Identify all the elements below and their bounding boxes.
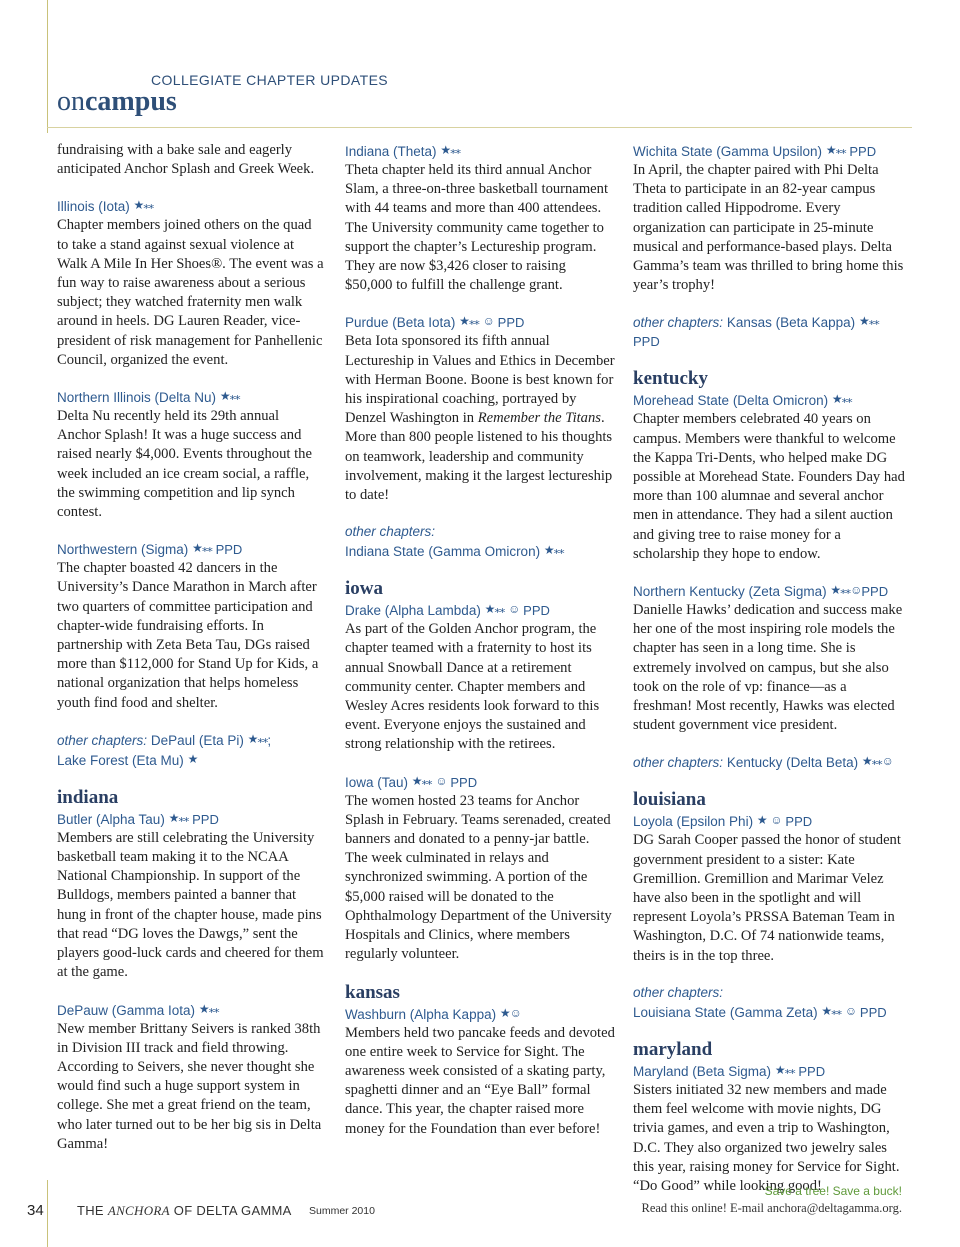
other-chapter: Lake Forest (Eta Mu): [57, 752, 184, 768]
stars-icon: ★⁎⁎: [831, 392, 852, 407]
column-2: [345, 141, 615, 1156]
column-3: [633, 141, 905, 1213]
book-title: Remember the Titans: [477, 410, 601, 427]
ppd-badge: PPD: [450, 774, 478, 790]
other-chapter: DePaul (Eta Pi): [150, 732, 244, 748]
figure-icon: ☺: [770, 813, 782, 828]
column-1: [57, 141, 325, 1171]
pub-rest: OF DELTA GAMMA: [173, 1203, 292, 1218]
save-tree-note: Save a tree! Save a buck!: [764, 1184, 902, 1198]
stars-icon: ★⁎⁎: [168, 810, 189, 825]
logo-campus: campus: [85, 86, 177, 117]
entry-text: The women hosted 23 teams for Anchor Splash in February. Teams serenaded, created banners and donated to a penny-jar battle. The week culminated in relays and synchronized swimming. A portion of the $5,000 raised will be donated to the Ophthalmology Department of the University Hospitals and Clinics, where members regularly volunteer.: [345, 792, 612, 963]
chapter-name: Northern Illinois (Delta Nu): [57, 390, 217, 406]
ppd-badge: PPD: [633, 334, 660, 350]
entry-drake: [345, 600, 615, 754]
chapter-name: Northern Kentucky (Zeta Sigma): [633, 584, 827, 600]
ppd-badge: PPD: [785, 814, 813, 830]
ppd-badge: PPD: [861, 584, 889, 600]
ppd-badge: PPD: [523, 603, 550, 619]
ppd-badge: PPD: [215, 542, 243, 558]
entry-text: The chapter boasted 42 dancers in the University’s Dance Marathon in March after two quarters of committee participation and chapter-wide fundraising efforts. In partnership with Zeta Beta Tau, DGs raised more than $112,000 for Stand Up for Kids, a national organization that helps homeless youth find food and shelter.: [57, 560, 319, 711]
entry-text: DG Sarah Cooper passed the honor of student government president to a sister: Kate Gremillion. Gremillion and Marimar Velez have also been in the spotlight and will represent Loyola’s PRSSA Bateman Team in Washington, D.C. Of 74 nationwide teams, theirs is in the top three.: [633, 832, 901, 964]
stars-icon: ★⁎⁎: [858, 314, 879, 329]
figure-icon: ☺: [435, 773, 447, 788]
figure-icon: ☺: [509, 1005, 521, 1020]
entry-text: As part of the Golden Anchor program, the chapter teamed with a fraternity to host its annual Snowball Dance at a retirement community center. Chapter members and Wesley Acres residents look forward to this event. Everyone enjoys the sustained and strong relationship with the retirees.: [345, 621, 600, 753]
ppd-badge: PPD: [849, 144, 877, 159]
chapter-name: Wichita State (Gamma Upsilon): [633, 144, 823, 159]
intro-text: fundraising with a bake sale and eagerly anticipated Anchor Splash and Greek Week.: [57, 142, 315, 178]
stars-icon: ★⁎⁎: [219, 389, 240, 404]
ppd-badge: PPD: [798, 1063, 826, 1079]
stars-icon: ★⁎⁎: [247, 731, 268, 746]
entry-text: New member Brittany Seivers is ranked 38th in Division III track and field throwing. According to Seivers, she never thought she would find such a huge support system in college. She met a great friend on the team, who later turned out to be her big sis in Delta Gamma!: [57, 1020, 322, 1152]
entry-wichita-state: [633, 141, 905, 295]
stars-icon: ★⁎⁎: [821, 1003, 842, 1018]
read-online-note: Read this online! E-mail anchora@deltagamma.org.: [641, 1201, 902, 1215]
stars-icon: ★⁎⁎: [133, 198, 154, 213]
star-icon: ★: [499, 1005, 510, 1020]
chapter-name: Iowa (Tau): [345, 774, 409, 790]
entry-maryland: [633, 1061, 905, 1196]
figure-icon: ☺: [881, 754, 893, 769]
intro-entry: [57, 141, 325, 179]
stars-icon: ★⁎⁎: [440, 143, 461, 157]
chapter-name: Illinois (Iota): [57, 199, 130, 215]
figure-icon: ☺: [482, 314, 494, 329]
ppd-badge: PPD: [192, 811, 219, 827]
chapter-name: Butler (Alpha Tau): [57, 811, 165, 827]
entry-iowa-tau: [345, 772, 615, 965]
other-chapters-label: other chapters:: [57, 732, 148, 748]
other-chapters-label: other chapters:: [633, 755, 724, 771]
entry-indiana-theta: [345, 141, 615, 295]
entry-purdue: [345, 312, 615, 505]
stars-icon: ★⁎⁎: [861, 754, 882, 769]
header-rule: [47, 127, 912, 128]
other-chapter: Kansas (Beta Kappa): [726, 315, 856, 331]
pub-anchora: ANCHORA: [107, 1203, 170, 1218]
entry-text: Members are still celebrating the University basketball team making it to the NCAA National Championship. In support of the Bulldogs, members painted a banner that hung in front of the chapter house, made pins that read “DG loves the Dawgs,” sent the players good-luck cards and cheered for them at the game.: [57, 829, 324, 981]
publication-name: [77, 1203, 292, 1219]
separator: ;: [267, 732, 272, 748]
stars-icon: ★⁎⁎: [198, 1001, 219, 1016]
entry-washburn: [345, 1004, 615, 1139]
stars-icon: ★⁎⁎: [192, 541, 212, 556]
entry-butler: [57, 809, 325, 983]
state-heading: kansas: [345, 981, 400, 1003]
page-number: 34: [27, 1202, 44, 1219]
entry-text: Chapter members celebrated 40 years on campus. Members were thankful to welcome the Kappa Tri-Dents, who helped make DG possible at Morehead State. Founders Day had more than 100 alumnae and several anchor men in attendance. They had a silent auction and giving tree to raise money for a scholarship they hope to endow.: [633, 411, 905, 562]
entry-text: Sisters initiated 32 new members and made them feel welcome with movie nights, DG trivia games, and even a trip to Washington, D.C. They also organized two jewelry sales this year, raising money for Service for Sight. “Do Good” while looking good!: [633, 1081, 900, 1194]
other-chapters-label: other chapters:: [345, 524, 436, 540]
entry-text: Theta chapter held its third annual Anchor Slam, a three-on-three basketball tournament with 44 teams and more than 400 attendees. The University community came together to support the chapter’s Lectureship program. They are now $3,426 closer to raising $50,000 to fulfill the challenge grant.: [345, 162, 608, 294]
entry-text-part: . More than 800 people listened to his thoughts on teamwork, leadership and community involvement, making it the largest lectureship to date!: [345, 410, 613, 504]
other-chapters-label: other chapters:: [633, 315, 724, 331]
chapter-name: Indiana (Theta): [345, 144, 437, 159]
other-chapters-indiana: [345, 522, 615, 561]
chapter-name: Purdue (Beta Iota): [345, 315, 456, 331]
figure-icon: ☺: [850, 583, 862, 598]
figure-icon: ☺: [844, 1003, 857, 1018]
section-label: COLLEGIATE CHAPTER UPDATES: [151, 72, 389, 88]
ppd-badge: PPD: [497, 315, 525, 331]
entry-illinois: [57, 196, 325, 370]
stars-icon: ★⁎⁎: [825, 143, 846, 157]
stars-icon: ★⁎⁎: [543, 543, 564, 558]
left-rule-top: [47, 0, 48, 133]
entry-text: In April, the chapter paired with Phi Delta Theta to participate in an 82-year campus tradition called Hippodrome. Every organization can participate in 25-minute musical and performance-based plays. Delta Gamma’s team was thrilled to bring home this year’s trophy!: [633, 162, 904, 294]
chapter-name: Loyola (Epsilon Phi): [633, 814, 754, 830]
other-chapter: Kentucky (Delta Beta): [726, 755, 859, 771]
chapter-name: Maryland (Beta Sigma): [633, 1063, 772, 1079]
other-chapters-kentucky: [633, 752, 905, 772]
chapter-name: Northwestern (Sigma): [57, 542, 189, 558]
left-rule-bottom: [47, 1180, 48, 1247]
other-chapter: Indiana State (Gamma Omicron): [345, 544, 541, 560]
entry-morehead-state: [633, 390, 905, 564]
state-heading: indiana: [57, 786, 119, 808]
entry-northern-kentucky: [633, 581, 905, 735]
state-heading: louisiana: [633, 789, 706, 811]
chapter-name: DePauw (Gamma Iota): [57, 1002, 196, 1018]
other-chapters-kansas: [633, 312, 905, 351]
chapter-name: Washburn (Alpha Kappa): [345, 1006, 497, 1022]
chapter-name: Drake (Alpha Lambda): [345, 603, 481, 619]
stars-icon: ★⁎⁎: [411, 773, 432, 788]
entry-text: Chapter members joined others on the quad to take a stand against sexual violence at Walk A Mile In Her Shoes®. The event was a fun way to raise awareness about a serious subject; they watched fraternity men walk around in heels. DG Lauren Reader, vice-president of risk management for Panhellenic Council, organized the event.: [57, 217, 324, 368]
entry-depauw: [57, 1000, 325, 1154]
entry-loyola: [633, 811, 905, 965]
issue-date: Summer 2010: [309, 1205, 375, 1217]
entry-text: Danielle Hawks’ dedication and success make her one of the most inspiring role models the chapter has seen in a long time. She is extremely involved on campus, but she also took on the role of vp: finance—as a freshman! Most recently, Hawks was elected student government vice president.: [633, 602, 903, 734]
other-chapters-louisiana: [633, 983, 905, 1022]
state-heading: iowa: [345, 578, 383, 600]
other-chapters-label: other chapters:: [633, 984, 724, 1000]
pub-the: THE: [77, 1203, 104, 1218]
oncampus-logo: [57, 88, 177, 116]
stars-icon: ★⁎⁎: [484, 602, 505, 617]
logo-on: on: [57, 86, 85, 117]
figure-icon: ☺: [508, 602, 520, 617]
state-heading: maryland: [633, 1038, 713, 1060]
entry-text: Delta Nu recently held its 29th annual Anchor Splash! It was a huge success and raised nearly $4,000. Events throughout the week included an ice cream social, a raffle, the swimming competition and lip synch contest.: [57, 408, 312, 521]
chapter-name: Morehead State (Delta Omicron): [633, 393, 829, 409]
entry-northern-illinois: [57, 387, 325, 522]
star-icon: ★: [756, 813, 767, 828]
state-heading: kentucky: [633, 368, 708, 390]
stars-icon: ★⁎⁎: [459, 314, 479, 329]
other-chapters-illinois: [57, 730, 325, 770]
ppd-badge: PPD: [859, 1004, 887, 1020]
stars-icon: ★⁎⁎: [774, 1062, 795, 1077]
star-icon: ★: [187, 751, 198, 766]
entry-northwestern: [57, 539, 325, 713]
other-chapter: Louisiana State (Gamma Zeta): [633, 1004, 818, 1020]
stars-icon: ★⁎⁎: [830, 583, 851, 598]
entry-text: Members held two pancake feeds and devoted one entire week to Service for Sight. The awareness week consisted of a skating party, spaghetti dinner and an “Eye Ball” formal dance. This year, the chapter raised more money for the Foundation than ever before!: [345, 1024, 615, 1137]
entry-text-part: Beta Iota sponsored its fifth annual Lectureship in Values and Ethics in December with Herman Boone. Boone is best known for his inspirational coaching, portrayed by Denzel Washington in: [345, 333, 615, 427]
entry-text: [345, 332, 615, 505]
